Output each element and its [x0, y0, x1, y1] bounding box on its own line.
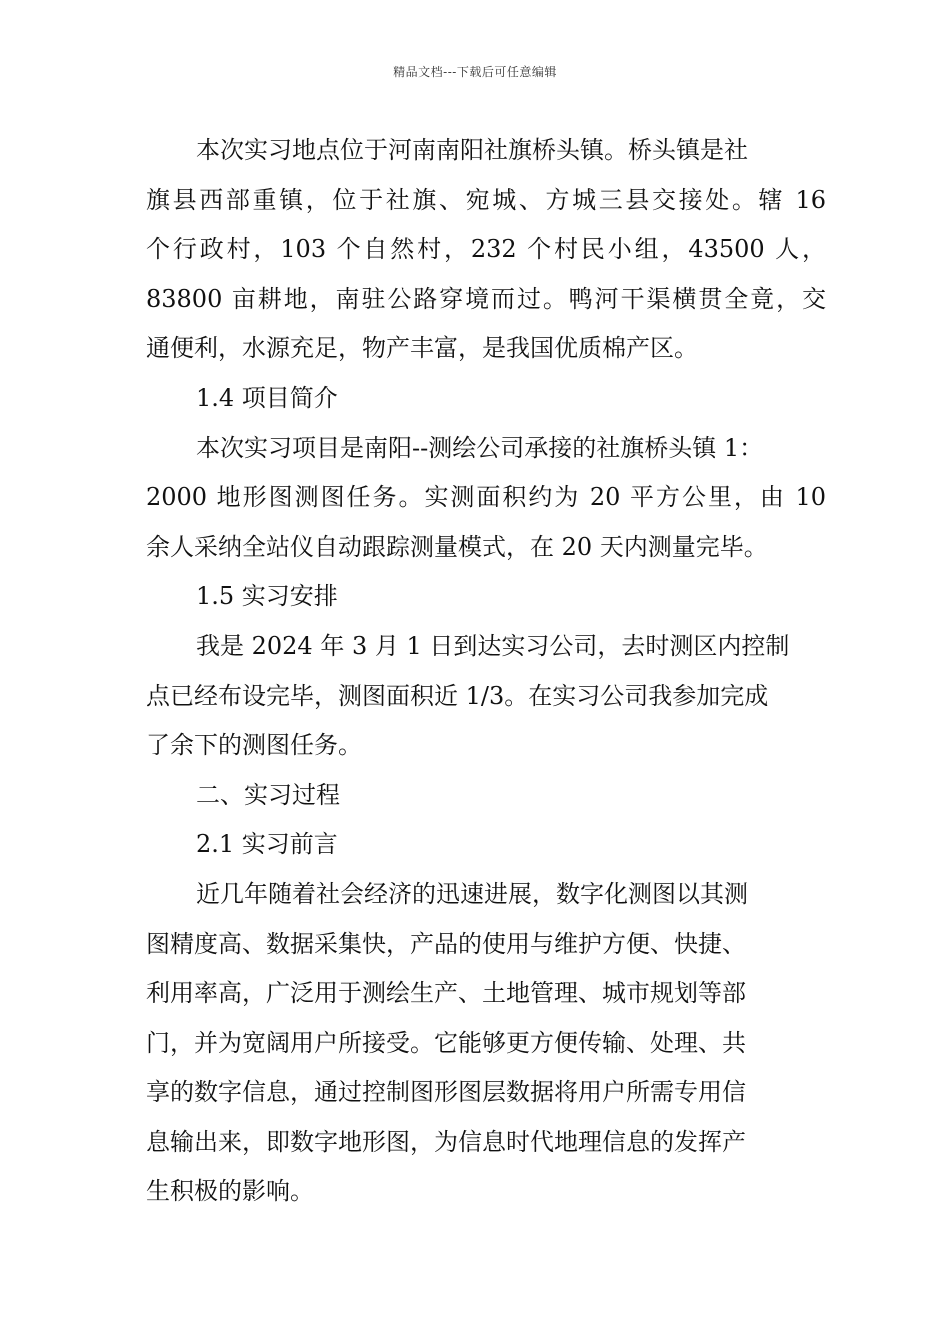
page-header: 精品文档---下载后可任意编辑 [393, 65, 557, 79]
paragraph-line: 旗县西部重镇，位于社旗、宛城、方城三县交接处。辖 16 [146, 185, 826, 214]
paragraph-line: 门，并为宽阔用户所接受。它能够更方便传输、处理、共 [146, 1028, 746, 1057]
paragraph-line: 本次实习地点位于河南南阳社旗桥头镇。桥头镇是社 [196, 136, 748, 164]
paragraph-line: 生积极的影响。 [146, 1177, 314, 1206]
paragraph-line: 点已经布设完毕，测图面积近 1/3。在实习公司我参加完成 [146, 681, 769, 710]
paragraph-line: 享的数字信息，通过控制图形图层数据将用户所需专用信 [146, 1078, 746, 1107]
section-heading: 1.5 实习安排 [196, 582, 338, 611]
paragraph-line: 息输出来，即数字地形图，为信息时代地理信息的发挥产 [146, 1127, 746, 1156]
paragraph-line: 我是 2024 年 3 月 1 日到达实习公司，去时测区内控制 [196, 631, 790, 660]
section-heading: 1.4 项目简介 [196, 383, 338, 412]
paragraph-line: 近几年随着社会经济的迅速进展，数字化测图以其测 [196, 879, 748, 908]
paragraph-line: 图精度高、数据采集快，产品的使用与维护方便、快捷、 [146, 929, 746, 958]
chapter-heading: 二、实习过程 [196, 780, 340, 809]
section-heading: 2.1 实习前言 [196, 830, 338, 859]
paragraph-line: 余人采纳全站仪自动跟踪测量模式，在 20 天内测量完毕。 [146, 532, 768, 561]
paragraph-line: 个行政村，103 个自然村，232 个村民小组，43500 人， [146, 235, 826, 264]
document-body [146, 126, 826, 1217]
paragraph-line: 通便利，水源充足，物产丰富，是我国优质棉产区。 [146, 334, 698, 363]
paragraph-line: 本次实习项目是南阳--测绘公司承接的社旗桥头镇 1： [196, 433, 764, 462]
paragraph-line: 利用率高，广泛用于测绘生产、土地管理、城市规划等部 [146, 979, 746, 1008]
paragraph-line: 83800 亩耕地，南驻公路穿境而过。鸭河干渠横贯全竟，交 [146, 284, 826, 313]
paragraph-line: 了余下的测图任务。 [146, 731, 362, 760]
paragraph-line: 2000 地形图测图任务。实测面积约为 20 平方公里，由 10 [146, 483, 826, 512]
